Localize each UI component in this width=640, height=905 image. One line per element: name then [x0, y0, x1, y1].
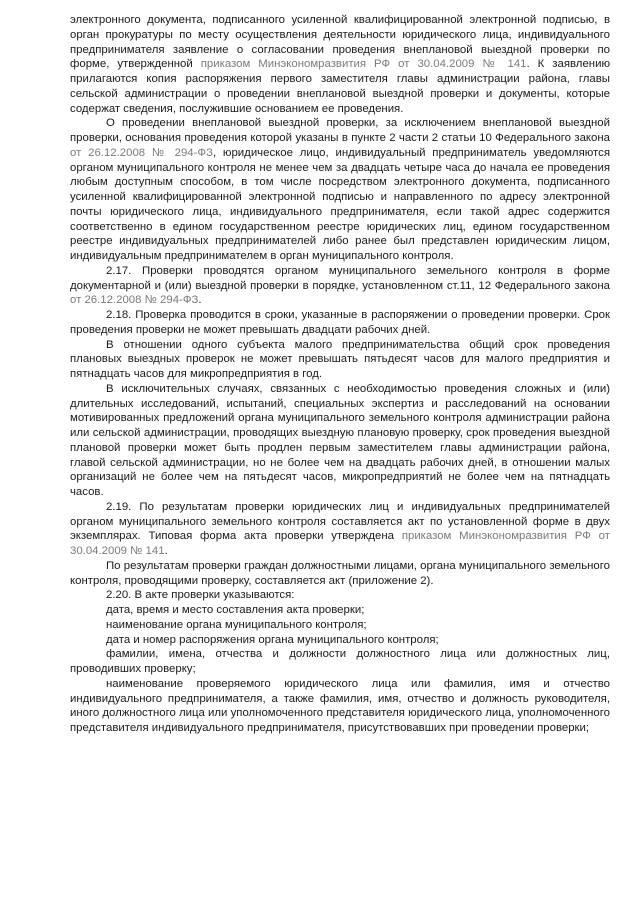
order-reference-link[interactable]: приказом Минэкономразвития РФ от 30.04.2009 № 141: [70, 530, 610, 557]
paragraph-text: О проведении внеплановой выездной проверки, за исключением внеплановой выездной проверки, основания проведения которой указаны в пункте 2 части 2 статьи 10 Федерального закона: [70, 117, 610, 144]
list-item-inspected-entity: [70, 677, 610, 736]
paragraph-text: наименование проверяемого юридического лица или фамилия, имя и отчество индивидуального предпринимателя, а также фамилия, имя, отчество и должность руководителя, иного должностного лица или уполномоченного представителя юридического лица, уполномоченного представителя индивидуального предпринимателя, присутствовавших при проведении проверки;: [70, 677, 610, 734]
paragraph-2-17: [70, 264, 610, 308]
paragraph-citizens-check: [70, 559, 610, 589]
list-item-officials: [70, 647, 610, 677]
list-item-order-number: [70, 633, 610, 648]
paragraph-text: По результатам проверки граждан должностными лицами, органа муниципального земельного контроля, проводящими проверку, составляется акт (приложение 2).: [70, 559, 610, 587]
paragraph-text: 2.20. В акте проверки указываются:: [106, 589, 295, 602]
paragraph-text: 2.17. Проверки проводятся органом муниципального земельного контроля в форме документарной и (или) выездной проверки в порядке, установленном ст.11, 12 Федерального закона: [70, 264, 610, 292]
paragraph-2: [70, 116, 610, 264]
law-reference-link[interactable]: от 26.12.2008 № 294-ФЗ: [70, 294, 199, 307]
paragraph-1: [70, 13, 610, 116]
paragraph-text: электронного документа, подписанного усиленной квалифицированной электронной подписью, в орган прокуратуры по месту осуществления деятельности юридического лица, индивидуального предпринимателя заявление о согласовании проведения внеплановой выездной проверки по форме, утвержденной: [70, 14, 610, 71]
paragraph-text: , юридическое лицо, индивидуальный предприниматель уведомляются органом муниципального контроля не менее чем за двадцать четыре часа до начала ее проведения любым доступным способом, в том числе посредством электронного документа, подписанного усиленной квалифицированной электронной подписью и направленного по адресу электронной почты юридического лица, индивидуального предпринимателя, если такой адрес содержится соответственно в едином государственном реестре юридических лиц, едином государственном реестре индивидуальных предпринимателей либо ранее был представлен юридическим лицом, индивидуальным предпринимателем в орган муниципального контроля.: [70, 146, 610, 262]
paragraph-text: .: [164, 545, 168, 557]
list-item-authority-name: [70, 618, 610, 633]
document-page: [70, 13, 610, 736]
paragraph-2-20: [70, 588, 610, 603]
paragraph-text: В исключительных случаях, связанных с необходимостью проведения сложных и (или) длительных исследований, испытаний, специальных экспертиз и расследований на основании мотивированных предложений органа муниципального земельного контроля администрации района или сельской администрации, проводящих выездную плановую проверку, срок проведения выездной плановой проверки может быть продлен первым заместителем главы администрации района, главой сельской администрации, но не более чем на двадцать рабочих дней, в отношении малых организаций не более чем на пятьдесят часов, микропредприятий не более чем на пятнадцать часов.: [70, 382, 610, 498]
order-reference-link[interactable]: приказом Минэкономразвития РФ от 30.04.2009 № 141: [200, 58, 527, 71]
paragraph-exceptional-cases: [70, 382, 610, 500]
paragraph-text: фамилии, имена, отчества и должности должностного лица или должностных лиц, проводивших проверку;: [70, 648, 610, 675]
law-reference-link[interactable]: от 26.12.2008 № 294-ФЗ: [70, 146, 213, 159]
paragraph-text: наименование органа муниципального контроля;: [106, 618, 367, 631]
paragraph-2-19: [70, 500, 610, 559]
paragraph-text: . К заявлению прилагаются копия распоряжения первого заместителя главы администрации района, главы сельской администрации о проведении внеплановой выездной проверки и документы, которые содержат сведения, послужившие основанием ее проведения.: [70, 58, 610, 115]
paragraph-2-18: [70, 308, 610, 338]
paragraph-text: 2.19. По результатам проверки юридических лиц и индивидуальных предпринимателей органом муниципального земельного контроля составляется акт по установленной форме в двух экземплярах. Типовая форма акта проверки утверждена: [70, 500, 610, 543]
list-item-date-time: [70, 603, 610, 618]
paragraph-text: дата и номер распоряжения органа муниципального контроля;: [106, 633, 439, 646]
paragraph-small-business: [70, 338, 610, 382]
paragraph-text: .: [198, 294, 202, 307]
paragraph-text: 2.18. Проверка проводится в сроки, указанные в распоряжении о проведении проверки. Срок проведения проверки не может превышать двадцати рабочих дней.: [70, 309, 610, 336]
paragraph-text: дата, время и место составления акта проверки;: [106, 604, 365, 616]
paragraph-text: В отношении одного субъекта малого предпринимательства общий срок проведения плановых выездных проверок не может превышать пятьдесят часов для малого предприятия и пятнадцать часов для микропредприятия в год.: [70, 338, 610, 380]
